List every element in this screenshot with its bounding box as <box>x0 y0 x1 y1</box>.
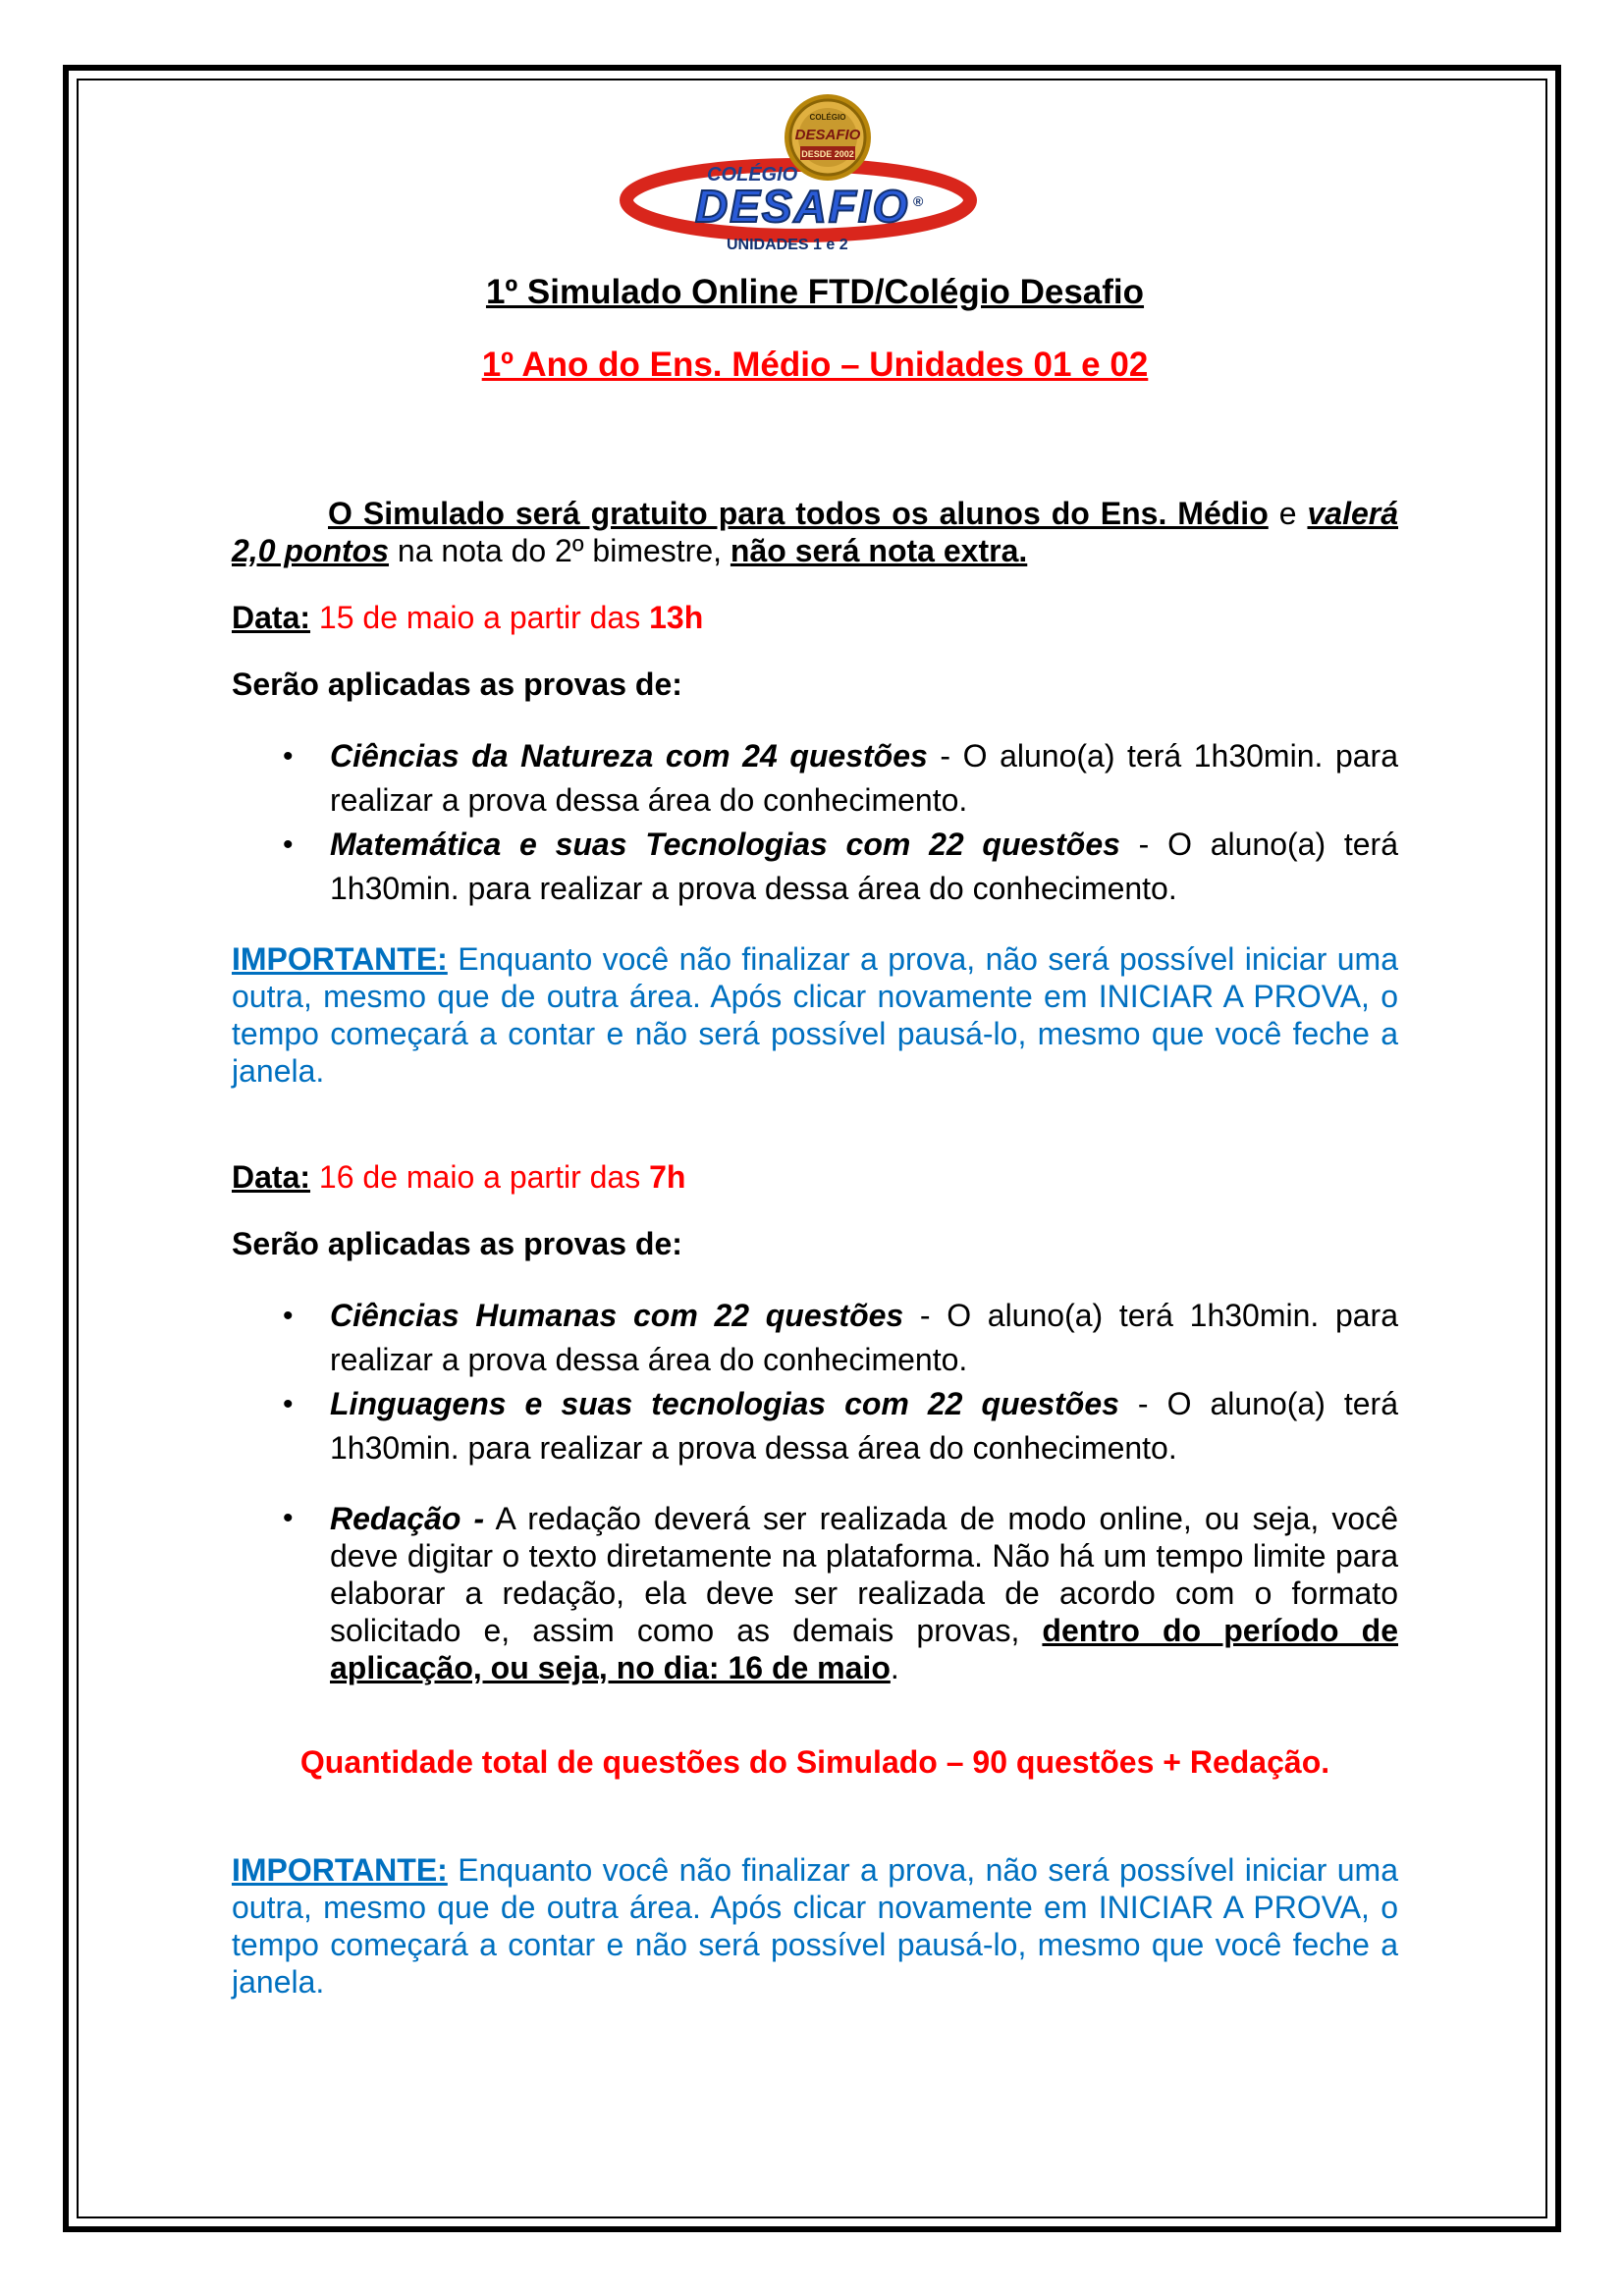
day1-exam-list <box>232 734 1398 911</box>
day2-exam-list <box>232 1294 1398 1470</box>
intro-grade-text: na nota do 2º bimestre, <box>389 533 731 568</box>
day2-heading: Serão aplicadas as provas de: <box>232 1226 682 1261</box>
exam-description: - O aluno(a) terá 1h30min. para realizar a prova dessa área do conhecimento. <box>330 1386 1398 1466</box>
day1-important-note <box>232 940 1398 1090</box>
list-item <box>232 1294 1398 1382</box>
exam-subject: Linguagens e suas tecnologias com 22 questões <box>330 1386 1119 1421</box>
badge-name-text: DESAFIO <box>794 127 861 143</box>
day1-time-text: 13h <box>649 600 704 635</box>
brand-top-text: COLÉGIO <box>707 164 798 186</box>
list-item <box>232 1382 1398 1470</box>
day2-time-text: 7h <box>649 1159 686 1195</box>
exam-subject: Ciências da Natureza com 24 questões <box>330 738 928 774</box>
badge-since-text: DESDE 2002 <box>801 149 854 159</box>
list-item <box>232 823 1398 911</box>
essay-subject: Redação - <box>330 1501 485 1536</box>
exam-subject: Matemática e suas Tecnologias com 22 questões <box>330 827 1120 862</box>
day2-date-label: Data: <box>232 1159 311 1195</box>
bullet-icon: • <box>283 1502 294 1534</box>
important-label: IMPORTANTE: <box>232 1852 448 1888</box>
intro-no-extra-text: não será nota extra. <box>730 533 1028 568</box>
day2-essay-list <box>232 1500 1398 1686</box>
day2-important-note <box>232 1851 1398 2001</box>
bullet-icon: • <box>283 740 294 773</box>
total-questions-line: Quantidade total de questões do Simulado – 90 questões + Redação. <box>299 1744 1330 1780</box>
day1-heading: Serão aplicadas as provas de: <box>232 667 682 702</box>
intro-points-text: valerá 2,0 pontos <box>232 496 1399 568</box>
important-text: Enquanto você não finalizar a prova, não será possível iniciar uma outra, mesmo que de outra área. Após clicar novamente em INICIAR A PROVA, o tempo começará a contar e não será possível pausá-lo, mesmo que você feche a janela. <box>232 1852 1398 2000</box>
brand-name-text: DESAFIO <box>695 181 910 232</box>
day1-date-label: Data: <box>232 600 311 635</box>
intro-paragraph <box>232 495 1398 569</box>
list-item <box>232 734 1398 823</box>
important-label: IMPORTANTE: <box>232 941 448 977</box>
intro-free-text: O Simulado será gratuito para todos os alunos do Ens. Médio <box>328 496 1269 531</box>
bullet-icon: • <box>283 1388 294 1420</box>
bullet-icon: • <box>283 828 294 861</box>
brand-registered-mark: ® <box>913 193 924 209</box>
exam-description: - O aluno(a) terá 1h30min. para realizar a prova dessa área do conhecimento. <box>330 738 1399 818</box>
intro-and-text: e <box>1268 496 1308 531</box>
exam-subject: Ciências Humanas com 22 questões <box>330 1298 904 1333</box>
document-subtitle: 1º Ano do Ens. Médio – Unidades 01 e 02 <box>481 346 1149 384</box>
day1-date-line <box>232 599 1398 636</box>
day1-date-text: 15 de maio a partir das <box>310 600 650 635</box>
bullet-icon: • <box>283 1300 294 1332</box>
day2-date-text: 16 de maio a partir das <box>310 1159 650 1195</box>
exam-description: - O aluno(a) terá 1h30min. para realizar a prova dessa área do conhecimento. <box>330 1298 1399 1377</box>
document-title: 1º Simulado Online FTD/Colégio Desafio <box>485 273 1145 311</box>
day2-date-line <box>232 1158 1398 1196</box>
essay-emphasis: dentro do período de aplicação, ou seja, no dia: 16 de maio <box>330 1613 1399 1685</box>
colegio-desafio-logo <box>617 90 980 257</box>
document-body <box>232 265 1398 2001</box>
brand-units-text: UNIDADES 1 e 2 <box>727 237 848 253</box>
badge-top-text: COLÉGIO <box>809 113 846 122</box>
essay-end: . <box>890 1650 899 1685</box>
exam-description: - O aluno(a) terá 1h30min. para realizar a prova dessa área do conhecimento. <box>330 827 1399 906</box>
list-item <box>232 1500 1398 1686</box>
important-text: Enquanto você não finalizar a prova, não será possível iniciar uma outra, mesmo que de outra área. Após clicar novamente em INICIAR A PROVA, o tempo começará a contar e não será possível pausá-lo, mesmo que você feche a janela. <box>232 941 1398 1089</box>
essay-text: A redação deverá ser realizada de modo online, ou seja, você deve digitar o texto diretamente na plataforma. Não há um tempo limite para elaborar a redação, ela deve ser realizada de acordo com o formato solicitado e, assim como as demais provas, <box>330 1501 1399 1648</box>
